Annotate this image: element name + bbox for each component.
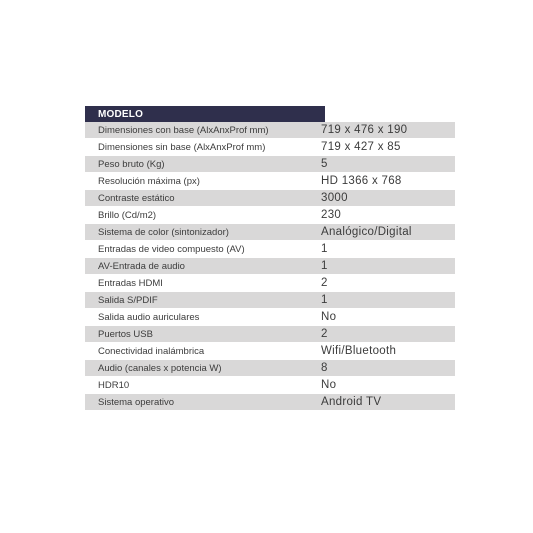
spec-value: No bbox=[321, 311, 337, 323]
spec-label: Entradas HDMI bbox=[98, 277, 163, 289]
spec-label: Resolución máxima (px) bbox=[98, 175, 200, 187]
table-header bbox=[85, 106, 325, 122]
spec-label: Puertos USB bbox=[98, 328, 153, 340]
spec-value: Analógico/Digital bbox=[321, 226, 412, 238]
table-row bbox=[85, 377, 455, 394]
spec-label: AV-Entrada de audio bbox=[98, 260, 185, 272]
spec-value: 8 bbox=[321, 362, 328, 374]
spec-value: 5 bbox=[321, 158, 328, 170]
table-header-title: MODELO bbox=[98, 108, 144, 120]
spec-label: Dimensiones con base (AlxAnxProf mm) bbox=[98, 124, 269, 136]
table-row bbox=[85, 258, 455, 275]
spec-label: Brillo (Cd/m2) bbox=[98, 209, 157, 221]
table-row bbox=[85, 207, 455, 224]
spec-value: Wifi/Bluetooth bbox=[321, 345, 397, 357]
spec-table bbox=[85, 106, 455, 411]
spec-value: 2 bbox=[321, 277, 328, 289]
spec-value: 719 x 476 x 190 bbox=[321, 124, 408, 136]
spec-label: Dimensiones sin base (AlxAnxProf mm) bbox=[98, 141, 266, 153]
table-row bbox=[85, 122, 455, 139]
spec-label: Salida audio auriculares bbox=[98, 311, 200, 323]
spec-value: 719 x 427 x 85 bbox=[321, 141, 401, 153]
table-row bbox=[85, 275, 455, 292]
table-row bbox=[85, 190, 455, 207]
spec-label: Salida S/PDIF bbox=[98, 294, 158, 306]
table-row bbox=[85, 224, 455, 241]
spec-label: HDR10 bbox=[98, 379, 130, 391]
table-row bbox=[85, 326, 455, 343]
spec-label: Entradas de video compuesto (AV) bbox=[98, 243, 245, 255]
table-row bbox=[85, 241, 455, 258]
table-row bbox=[85, 292, 455, 309]
spec-value: 1 bbox=[321, 243, 328, 255]
spec-label: Peso bruto (Kg) bbox=[98, 158, 165, 170]
spec-label: Contraste estático bbox=[98, 192, 175, 204]
spec-value: 2 bbox=[321, 328, 328, 340]
table-row bbox=[85, 139, 455, 156]
spec-value: HD 1366 x 768 bbox=[321, 175, 402, 187]
spec-value: 3000 bbox=[321, 192, 348, 204]
table-row bbox=[85, 394, 455, 411]
spec-label: Sistema operativo bbox=[98, 396, 175, 408]
table-row bbox=[85, 309, 455, 326]
spec-value: Android TV bbox=[321, 396, 382, 408]
table-row bbox=[85, 156, 455, 173]
spec-value: 1 bbox=[321, 294, 328, 306]
spec-label: Sistema de color (sintonizador) bbox=[98, 226, 229, 238]
spec-label: Audio (canales x potencia W) bbox=[98, 362, 222, 374]
table-row bbox=[85, 173, 455, 190]
spec-value: 230 bbox=[321, 209, 342, 221]
spec-rows bbox=[85, 122, 455, 411]
spec-label: Conectividad inalámbrica bbox=[98, 345, 205, 357]
table-row bbox=[85, 343, 455, 360]
spec-value: No bbox=[321, 379, 337, 391]
table-row bbox=[85, 360, 455, 377]
spec-value: 1 bbox=[321, 260, 328, 272]
